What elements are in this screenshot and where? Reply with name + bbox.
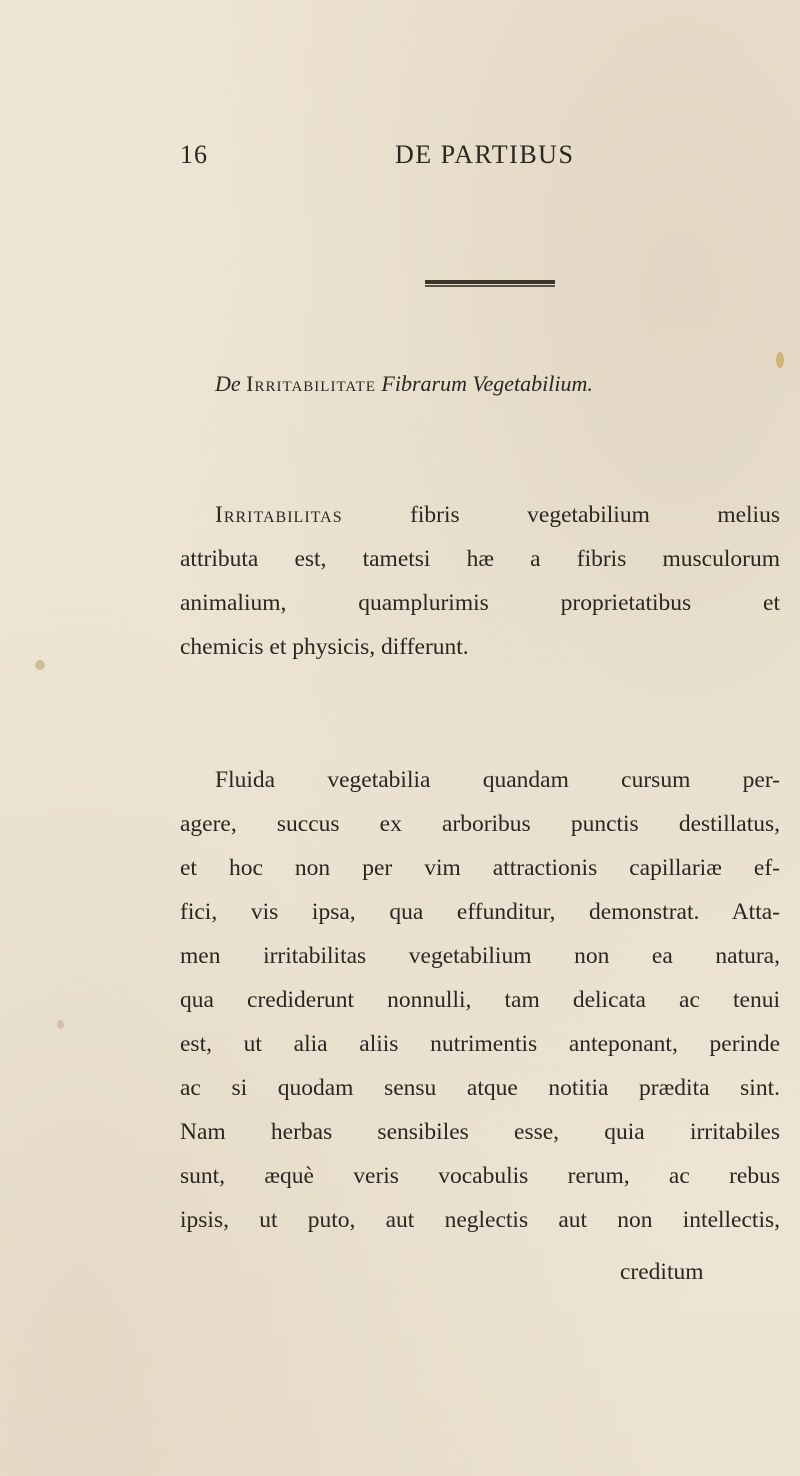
text-line: men irritabilitas vegetabilium non ea natura, <box>180 943 780 969</box>
text-line: est, ut alia aliis nutrimentis anteponant, perinde <box>180 1031 780 1057</box>
section-title-caps: Irritabilitate <box>246 371 376 396</box>
text-line: chemicis et physicis, differunt. <box>180 634 469 660</box>
paragraph-2 <box>180 758 780 1242</box>
text-line: ipsis, ut puto, aut neglectis aut non intellectis, <box>180 1207 780 1233</box>
first-word: Irritabilitas <box>215 502 343 528</box>
text-line: Nam herbas sensibiles esse, quia irritabiles <box>180 1119 780 1145</box>
paper-speck <box>35 660 45 670</box>
page-number: 16 <box>180 140 208 169</box>
text-line: Fluida vegetabilia quandam cursum per- <box>215 767 780 793</box>
paper-speck <box>57 1020 64 1029</box>
page-header <box>180 140 640 184</box>
text-line: sunt, æquè veris vocabulis rerum, ac rebus <box>180 1163 780 1189</box>
text-line: agere, succus ex arboribus punctis destillatus, <box>180 811 780 837</box>
section-title <box>215 371 775 397</box>
section-title-suffix: Fibrarum Vegetabilium. <box>381 371 593 396</box>
paragraph-1 <box>180 493 780 669</box>
head-rule-ornament <box>425 280 555 288</box>
text-line: ac si quodam sensu atque notitia prædita sint. <box>180 1075 780 1101</box>
paper-speck <box>776 352 784 368</box>
catchword: creditum <box>620 1259 704 1285</box>
text-line: attributa est, tametsi hæ a fibris musculorum <box>180 546 780 572</box>
text-line: qua crediderunt nonnulli, tam delicata ac tenui <box>180 987 780 1013</box>
text-line: Irritabilitas fibris vegetabilium melius <box>215 502 780 528</box>
text-line: animalium, quamplurimis proprietatibus et <box>180 590 780 616</box>
text-line: fici, vis ipsa, qua effunditur, demonstrat. Atta- <box>180 899 780 925</box>
text-line: et hoc non per vim attractionis capillariæ ef- <box>180 855 780 881</box>
running-head: DE PARTIBUS <box>395 140 575 169</box>
section-title-prefix: De <box>215 371 241 396</box>
